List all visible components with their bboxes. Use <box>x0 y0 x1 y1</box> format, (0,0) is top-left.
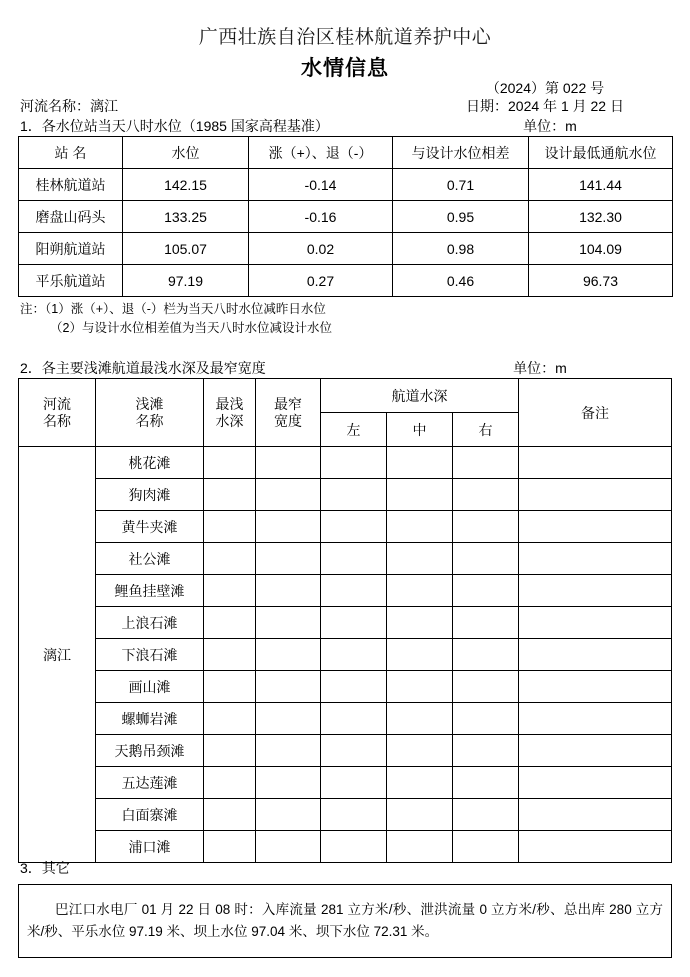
col-min-depth <box>204 379 256 447</box>
table-row <box>19 479 672 511</box>
cell-min-width <box>256 703 321 735</box>
cell-level: 105.07 <box>123 233 249 265</box>
cell-min-width <box>256 607 321 639</box>
cell-min-width <box>256 639 321 671</box>
cell-shoal-name: 黄牛夹滩 <box>96 511 204 543</box>
cell-depth-left <box>321 703 387 735</box>
cell-min-width <box>256 767 321 799</box>
cell-depth-middle <box>387 607 453 639</box>
col-station-name: 站 名 <box>19 137 123 169</box>
cell-remark <box>519 831 672 863</box>
cell-depth-right <box>453 703 519 735</box>
cell-min-depth <box>204 735 256 767</box>
cell-min-depth <box>204 479 256 511</box>
col-min-width <box>256 379 321 447</box>
col-river-name-line1: 河流 <box>43 395 71 412</box>
table-row <box>19 447 672 479</box>
cell-depth-right <box>453 831 519 863</box>
cell-min-width <box>256 831 321 863</box>
cell-design-min: 132.30 <box>529 201 673 233</box>
cell-shoal-name: 画山滩 <box>96 671 204 703</box>
cell-depth-right <box>453 447 519 479</box>
cell-depth-middle <box>387 479 453 511</box>
river-name-label: 河流名称：漓江 <box>20 98 118 114</box>
cell-depth-left <box>321 575 387 607</box>
cell-shoal-name: 天鹅吊颈滩 <box>96 735 204 767</box>
page-title: 水情信息 <box>301 56 389 80</box>
cell-min-depth <box>204 703 256 735</box>
note-1: 注：（1）涨（+）、退（-）栏为当天八时水位减昨日水位 <box>20 302 326 316</box>
cell-change: -0.16 <box>249 201 393 233</box>
cell-remark <box>519 543 672 575</box>
cell-min-width <box>256 671 321 703</box>
cell-shoal-name: 鲤鱼挂壁滩 <box>96 575 204 607</box>
document-date: 日期：2024 年 1 月 22 日 <box>466 98 624 114</box>
cell-change: -0.14 <box>249 169 393 201</box>
col-min-depth-line2: 水深 <box>215 412 244 429</box>
table-row <box>19 201 673 233</box>
col-design-diff: 与设计水位相差 <box>393 137 529 169</box>
col-channel-depth-middle: 中 <box>387 413 453 447</box>
col-min-width-line1: 最窄 <box>274 395 302 412</box>
table-row <box>19 639 672 671</box>
table-row <box>19 607 672 639</box>
section-1-unit: 单位：m <box>523 118 577 134</box>
cell-depth-middle <box>387 671 453 703</box>
cell-remark <box>519 767 672 799</box>
col-river-name-line2: 名称 <box>43 412 71 429</box>
cell-river-name: 漓江 <box>19 447 96 863</box>
other-info-text: 巴江口水电厂 01 月 22 日 08 时：入库流量 281 立方米/秒、泄洪流量 0 立方米/秒、总出库 280 立方米/秒、平乐水位 97.19 米、坝上水位 97.04 米、坝下水位 72.31 米。 <box>27 902 663 939</box>
col-channel-depth-right: 右 <box>453 413 519 447</box>
table-row <box>19 671 672 703</box>
water-level-table <box>18 136 673 297</box>
shoal-channel-table <box>18 378 672 863</box>
organization-title: 广西壮族自治区桂林航道养护中心 <box>198 27 492 48</box>
cell-depth-middle <box>387 735 453 767</box>
cell-station: 桂林航道站 <box>19 169 123 201</box>
cell-depth-middle <box>387 703 453 735</box>
cell-depth-middle <box>387 639 453 671</box>
cell-shoal-name: 五达莲滩 <box>96 767 204 799</box>
col-water-level: 水位 <box>123 137 249 169</box>
cell-depth-left <box>321 543 387 575</box>
cell-depth-left <box>321 639 387 671</box>
cell-shoal-name: 螺蛳岩滩 <box>96 703 204 735</box>
cell-min-depth <box>204 767 256 799</box>
cell-remark <box>519 735 672 767</box>
cell-min-depth <box>204 671 256 703</box>
cell-shoal-name: 白面寨滩 <box>96 799 204 831</box>
cell-remark <box>519 447 672 479</box>
cell-min-depth <box>204 543 256 575</box>
table-row <box>19 543 672 575</box>
cell-shoal-name: 桃花滩 <box>96 447 204 479</box>
section-3-title: 3．其它 <box>20 860 70 876</box>
cell-min-width <box>256 511 321 543</box>
table-row <box>19 767 672 799</box>
cell-depth-left <box>321 831 387 863</box>
table-header-row <box>19 137 673 169</box>
cell-design-min: 96.73 <box>529 265 673 297</box>
col-shoal-name-line2: 名称 <box>135 412 164 429</box>
cell-remark <box>519 511 672 543</box>
cell-shoal-name: 社公滩 <box>96 543 204 575</box>
section-2-title: 2．各主要浅滩航道最浅水深及最窄宽度 <box>20 360 266 376</box>
cell-shoal-name: 狗肉滩 <box>96 479 204 511</box>
cell-shoal-name: 浦口滩 <box>96 831 204 863</box>
table-1-notes <box>20 300 332 338</box>
table-row <box>19 169 673 201</box>
section-2-unit: 单位：m <box>513 360 567 376</box>
cell-min-depth <box>204 799 256 831</box>
cell-min-depth <box>204 607 256 639</box>
table-row <box>19 233 673 265</box>
col-remark: 备注 <box>519 379 672 447</box>
cell-depth-left <box>321 735 387 767</box>
cell-depth-middle <box>387 831 453 863</box>
cell-design-min: 104.09 <box>529 233 673 265</box>
cell-depth-left <box>321 607 387 639</box>
cell-min-depth <box>204 639 256 671</box>
cell-remark <box>519 479 672 511</box>
cell-depth-right <box>453 735 519 767</box>
cell-depth-middle <box>387 447 453 479</box>
cell-depth-right <box>453 543 519 575</box>
cell-remark <box>519 639 672 671</box>
cell-min-width <box>256 735 321 767</box>
col-shoal-name-line1: 浅滩 <box>135 395 164 412</box>
cell-depth-right <box>453 511 519 543</box>
cell-diff: 0.95 <box>393 201 529 233</box>
cell-remark <box>519 607 672 639</box>
cell-remark <box>519 799 672 831</box>
col-change: 涨（+）、退（-） <box>249 137 393 169</box>
cell-depth-right <box>453 767 519 799</box>
cell-min-width <box>256 575 321 607</box>
document-number: （2024）第 022 号 <box>485 80 605 96</box>
table-row <box>19 735 672 767</box>
cell-remark <box>519 575 672 607</box>
cell-depth-right <box>453 671 519 703</box>
section-1-title: 1．各水位站当天八时水位（1985 国家高程基准） <box>20 118 329 134</box>
cell-min-depth <box>204 511 256 543</box>
cell-depth-middle <box>387 799 453 831</box>
cell-depth-left <box>321 767 387 799</box>
cell-level: 142.15 <box>123 169 249 201</box>
cell-depth-right <box>453 575 519 607</box>
cell-min-width <box>256 799 321 831</box>
col-channel-depth-group: 航道水深 <box>321 379 519 413</box>
cell-depth-right <box>453 639 519 671</box>
cell-depth-left <box>321 671 387 703</box>
note-2: （2）与设计水位相差值为当天八时水位减设计水位 <box>50 321 332 335</box>
table-row <box>19 703 672 735</box>
cell-min-width <box>256 447 321 479</box>
table-row <box>19 575 672 607</box>
col-min-depth-line1: 最浅 <box>215 395 244 412</box>
table-row <box>19 799 672 831</box>
cell-min-width <box>256 543 321 575</box>
cell-level: 97.19 <box>123 265 249 297</box>
cell-diff: 0.46 <box>393 265 529 297</box>
cell-level: 133.25 <box>123 201 249 233</box>
table-header-row-top <box>19 379 672 413</box>
cell-shoal-name: 下浪石滩 <box>96 639 204 671</box>
cell-station: 阳朔航道站 <box>19 233 123 265</box>
cell-depth-right <box>453 607 519 639</box>
cell-depth-middle <box>387 543 453 575</box>
cell-depth-left <box>321 447 387 479</box>
cell-min-depth <box>204 447 256 479</box>
col-min-width-line2: 宽度 <box>274 412 302 429</box>
other-info-box <box>18 884 672 958</box>
table-row <box>19 265 673 297</box>
cell-diff: 0.71 <box>393 169 529 201</box>
cell-change: 0.02 <box>249 233 393 265</box>
cell-min-depth <box>204 575 256 607</box>
cell-depth-middle <box>387 767 453 799</box>
cell-depth-middle <box>387 511 453 543</box>
cell-depth-left <box>321 511 387 543</box>
cell-station: 磨盘山码头 <box>19 201 123 233</box>
cell-remark <box>519 671 672 703</box>
table-row <box>19 511 672 543</box>
cell-change: 0.27 <box>249 265 393 297</box>
col-shoal-name <box>96 379 204 447</box>
cell-depth-right <box>453 479 519 511</box>
cell-shoal-name: 上浪石滩 <box>96 607 204 639</box>
cell-depth-left <box>321 799 387 831</box>
cell-design-min: 141.44 <box>529 169 673 201</box>
cell-min-depth <box>204 831 256 863</box>
table-row <box>19 831 672 863</box>
col-channel-depth-left: 左 <box>321 413 387 447</box>
col-river-name <box>19 379 96 447</box>
col-design-min-level: 设计最低通航水位 <box>529 137 673 169</box>
cell-depth-middle <box>387 575 453 607</box>
cell-depth-left <box>321 479 387 511</box>
cell-min-width <box>256 479 321 511</box>
cell-depth-right <box>453 799 519 831</box>
cell-station: 平乐航道站 <box>19 265 123 297</box>
cell-diff: 0.98 <box>393 233 529 265</box>
cell-remark <box>519 703 672 735</box>
